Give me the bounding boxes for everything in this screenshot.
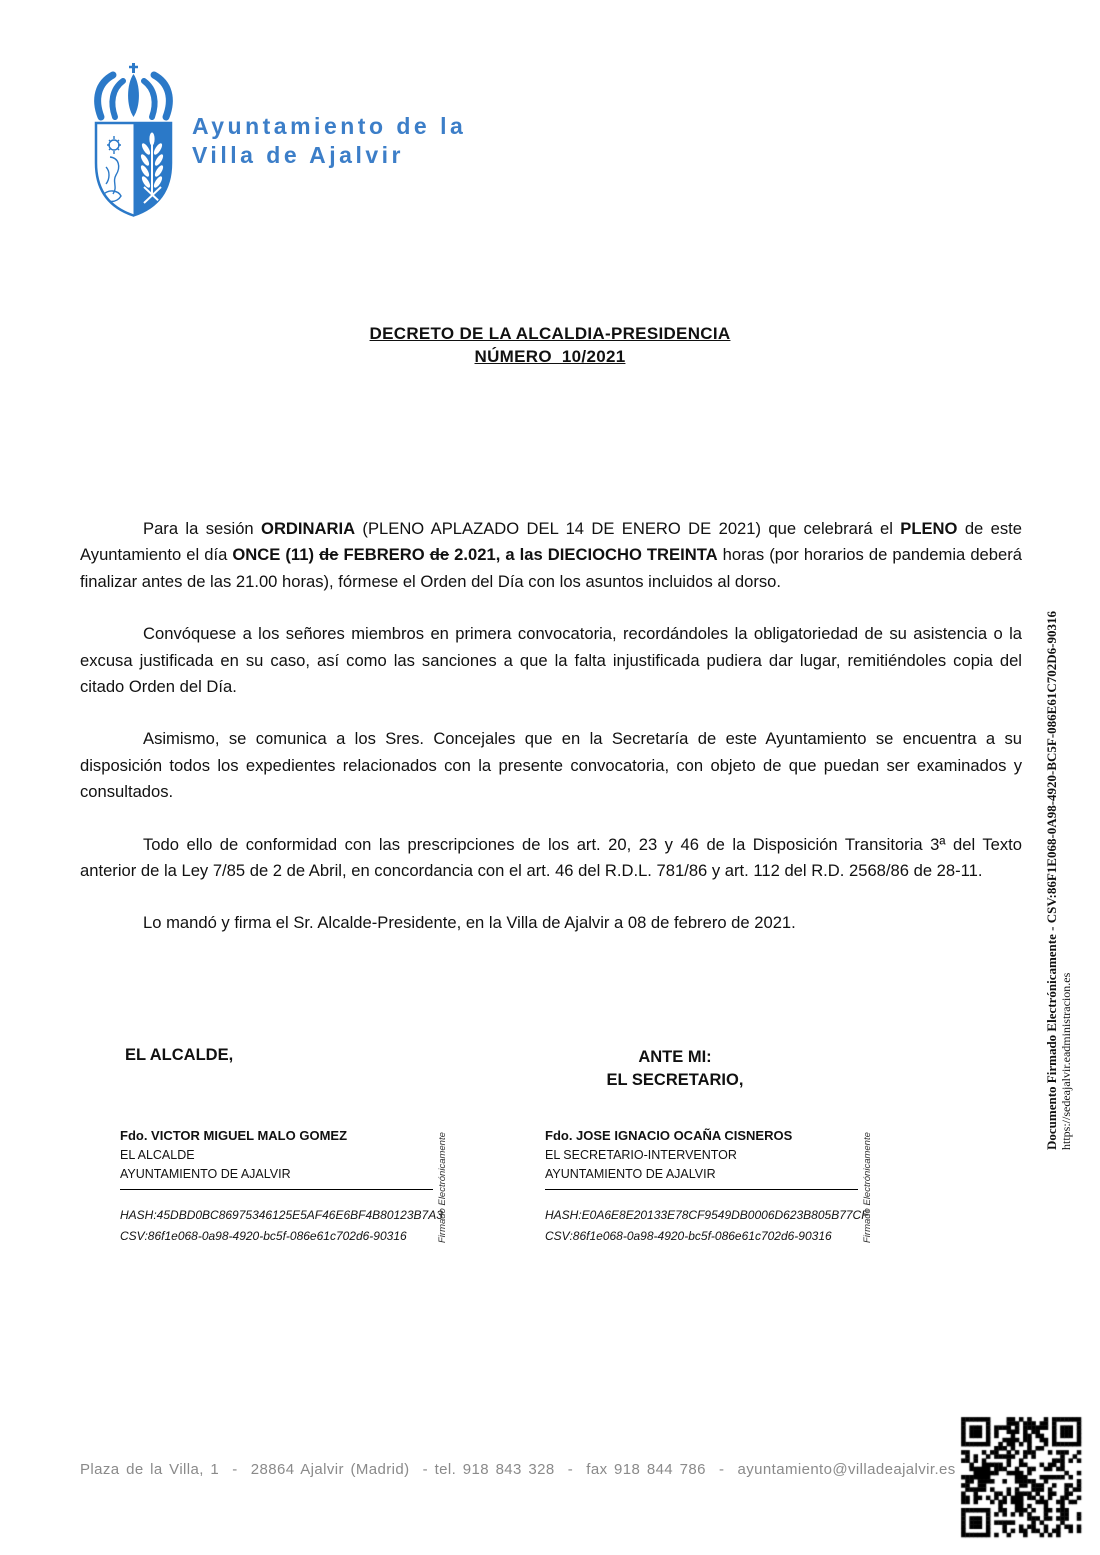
document-body [80, 516, 1022, 963]
document-title [0, 322, 1100, 368]
signature-csv: CSV:86f1e068-0a98-4920-bc5f-086e61c702d6-90316 [545, 1229, 832, 1243]
signer-name: Fdo. JOSE IGNACIO OCAÑA CISNEROS [545, 1128, 793, 1143]
paragraph-convocatoria: Convóquese a los señores miembros en primera convocatoria, recordándoles la obligatoriedad de su asistencia o la excusa justificada en su caso, así como las sanciones a que la falta injustificada pudiera dar lugar, remitiéndoles copia del citado Orden del Día. [80, 624, 1022, 697]
signature-digest [120, 1205, 443, 1247]
signer-role: EL ALCALDE [120, 1148, 195, 1162]
signed-electronically-label-right: Firmado Electrónicamente [862, 1132, 873, 1243]
heading-secretario [560, 1046, 790, 1092]
heading-el-secretario: EL SECRETARIO, [606, 1071, 744, 1089]
signature-hash: HASH:E0A6E8E20133E78CF9549DB0006D623B805B77CF [545, 1208, 869, 1222]
signer-org: AYUNTAMIENTO DE AJALVIR [120, 1167, 291, 1181]
signature-digest [545, 1205, 869, 1247]
signature-hash: HASH:45DBD0BC86975346125E5AF46E6BF4B80123B7A3 [120, 1208, 443, 1222]
paragraph-expedientes: Asimismo, se comunica a los Sres. Concejales que en la Secretaría de este Ayuntamiento se encuentra a su disposición todos los expedientes relacionados con la presente convocatoria, con objeto de que puedan ser examinados y consultados. [80, 729, 1022, 802]
city-crest-logo [86, 63, 181, 218]
paragraph-normativa: Todo ello de conformidad con las prescripciones de los art. 20, 23 y 46 de la Disposición Transitoria 3ª del Texto anterior de la Ley 7/85 de 2 de Abril, en concordancia con el art. 46 del R.D.L. 781/86 y art. 112 del R.D. 2568/86 de 28-11. [80, 834, 1022, 881]
footer-contact-info: Plaza de la Villa, 1 - 28864 Ajalvir (Madrid) - tel. 918 843 328 - fax 918 844 786 - ayuntamiento@villadeajalvir.es [80, 1461, 956, 1478]
org-name-line2: Villa de Ajalvir [192, 142, 404, 168]
org-name-line1: Ayuntamiento de la [192, 113, 467, 139]
signer-name: Fdo. VICTOR MIGUEL MALO GOMEZ [120, 1128, 348, 1143]
verification-url: https://sedeajalvir.eadministracion.es [1059, 972, 1073, 1150]
signature-identity [120, 1126, 433, 1190]
heading-alcalde: EL ALCALDE, [125, 1046, 234, 1064]
heading-ante-mi: ANTE MI: [638, 1048, 712, 1066]
signature-identity [545, 1126, 858, 1190]
paragraph-firma: Lo mandó y firma el Sr. Alcalde-Presidente, en la Villa de Ajalvir a 08 de febrero de 2021. [143, 913, 796, 933]
qr-code [957, 1413, 1085, 1541]
org-name [192, 112, 466, 170]
signer-org: AYUNTAMIENTO DE AJALVIR [545, 1167, 716, 1181]
signer-role: EL SECRETARIO-INTERVENTOR [545, 1148, 737, 1162]
document-csv-strip [1044, 611, 1073, 1150]
signed-electronically-label-left: Firmado Electrónicamente [437, 1132, 448, 1243]
paragraph-session: Para la sesión ORDINARIA (PLENO APLAZADO DEL 14 DE ENERO DE 2021) que celebrará el PLENO de este Ayuntamiento el día ONCE (11) de FEBRERO de 2.021, a las DIECIOCHO TREINTA horas (por horarios de pandemia deberá finalizar antes de las 21.00 horas), fórmese el Orden del Día con los asuntos incluidos al dorso. [80, 519, 1023, 591]
document-title-line2: NÚMERO 10/2021 [474, 347, 626, 366]
document-title-line1: DECRETO DE LA ALCALDIA-PRESIDENCIA [369, 324, 731, 343]
signature-csv: CSV:86f1e068-0a98-4920-bc5f-086e61c702d6-90316 [120, 1229, 407, 1243]
csv-line: Documento Firmado Electrónicamente - CSV:86F1E068-0A98-4920-BC5F-086E61C702D6-90316 [1044, 611, 1059, 1150]
